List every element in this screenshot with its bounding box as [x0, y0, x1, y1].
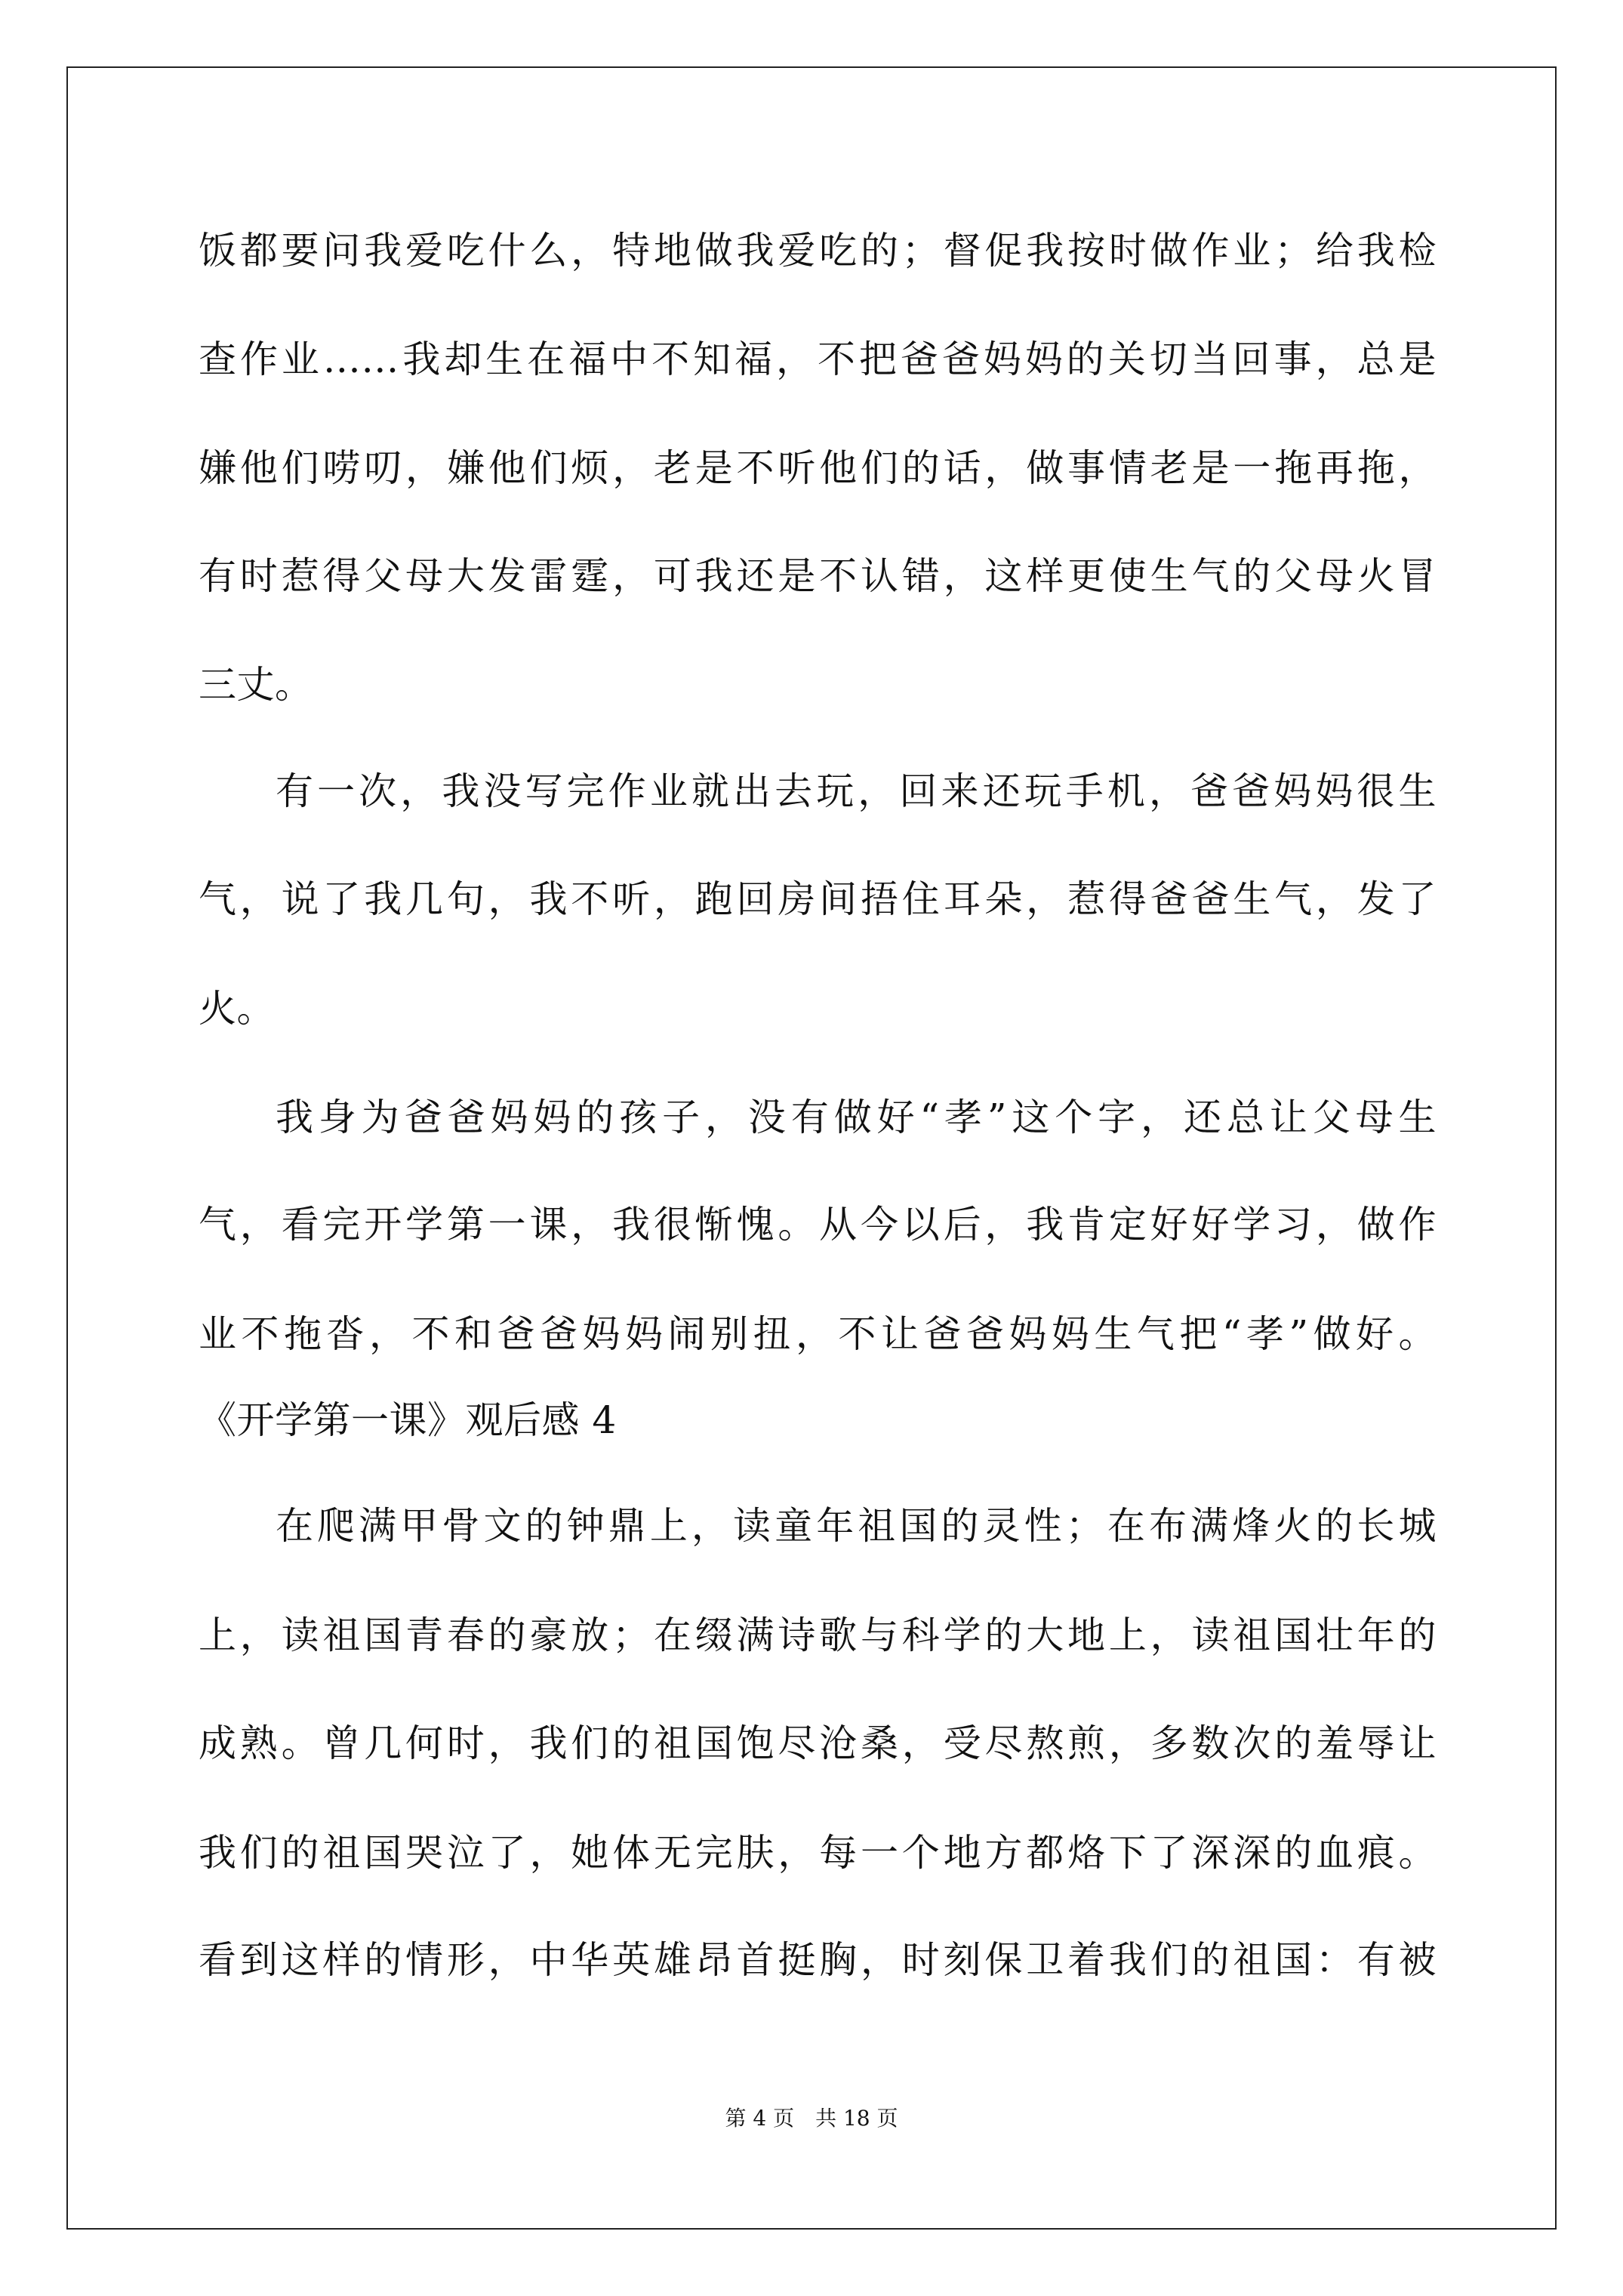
paragraph-first-line: 在爬满甲骨文的钟鼎上，读童年祖国的灵性；在布满烽火的长城 — [276, 1504, 1437, 1548]
body-text-line: 业不拖沓，不和爸爸妈妈闹别扭，不让爸爸妈妈生气把“孝”做好。 — [199, 1312, 1437, 1356]
body-text-line: 成熟。曾几何时，我们的祖国饱尽沧桑，受尽熬煎，多数次的羞辱让 — [199, 1721, 1437, 1765]
paragraph-first-line: 有一次，我没写完作业就出去玩，回来还玩手机，爸爸妈妈很生 — [276, 769, 1437, 813]
body-text-line: 看到这样的情形，中华英雄昂首挺胸，时刻保卫着我们的祖国：有被 — [199, 1938, 1437, 1982]
page-border — [66, 66, 1557, 2230]
body-text-line: 气，看完开学第一课，我很惭愧。从今以后，我肯定好好学习，做作 — [199, 1203, 1437, 1247]
body-text-line: 三丈。 — [199, 663, 313, 707]
body-text-line: 饭都要问我爱吃什么，特地做我爱吃的；督促我按时做作业；给我检 — [199, 229, 1437, 273]
page-number-footer: 第 4 页 共 18 页 — [725, 2106, 898, 2131]
body-text-line: 我们的祖国哭泣了，她体无完肤，每一个地方都烙下了深深的血痕。 — [199, 1831, 1437, 1875]
paragraph-first-line: 我身为爸爸妈妈的孩子，没有做好“孝”这个字，还总让父母生 — [276, 1096, 1437, 1139]
body-text-line: 上，读祖国青春的豪放；在缀满诗歌与科学的大地上，读祖国壮年的 — [199, 1613, 1437, 1657]
body-text-line: 查作业……我却生在福中不知福，不把爸爸妈妈的关切当回事，总是 — [199, 337, 1437, 381]
body-text-line: 气，说了我几句，我不听，跑回房间捂住耳朵，惹得爸爸生气，发了 — [199, 877, 1437, 921]
body-text-line: 嫌他们唠叨，嫌他们烦，老是不听他们的话，做事情老是一拖再拖， — [199, 446, 1437, 490]
section-heading: 《开学第一课》观后感 4 — [199, 1398, 617, 1442]
body-text-line: 有时惹得父母大发雷霆，可我还是不认错，这样更使生气的父母火冒 — [199, 554, 1437, 598]
body-text-line: 火。 — [199, 987, 275, 1031]
